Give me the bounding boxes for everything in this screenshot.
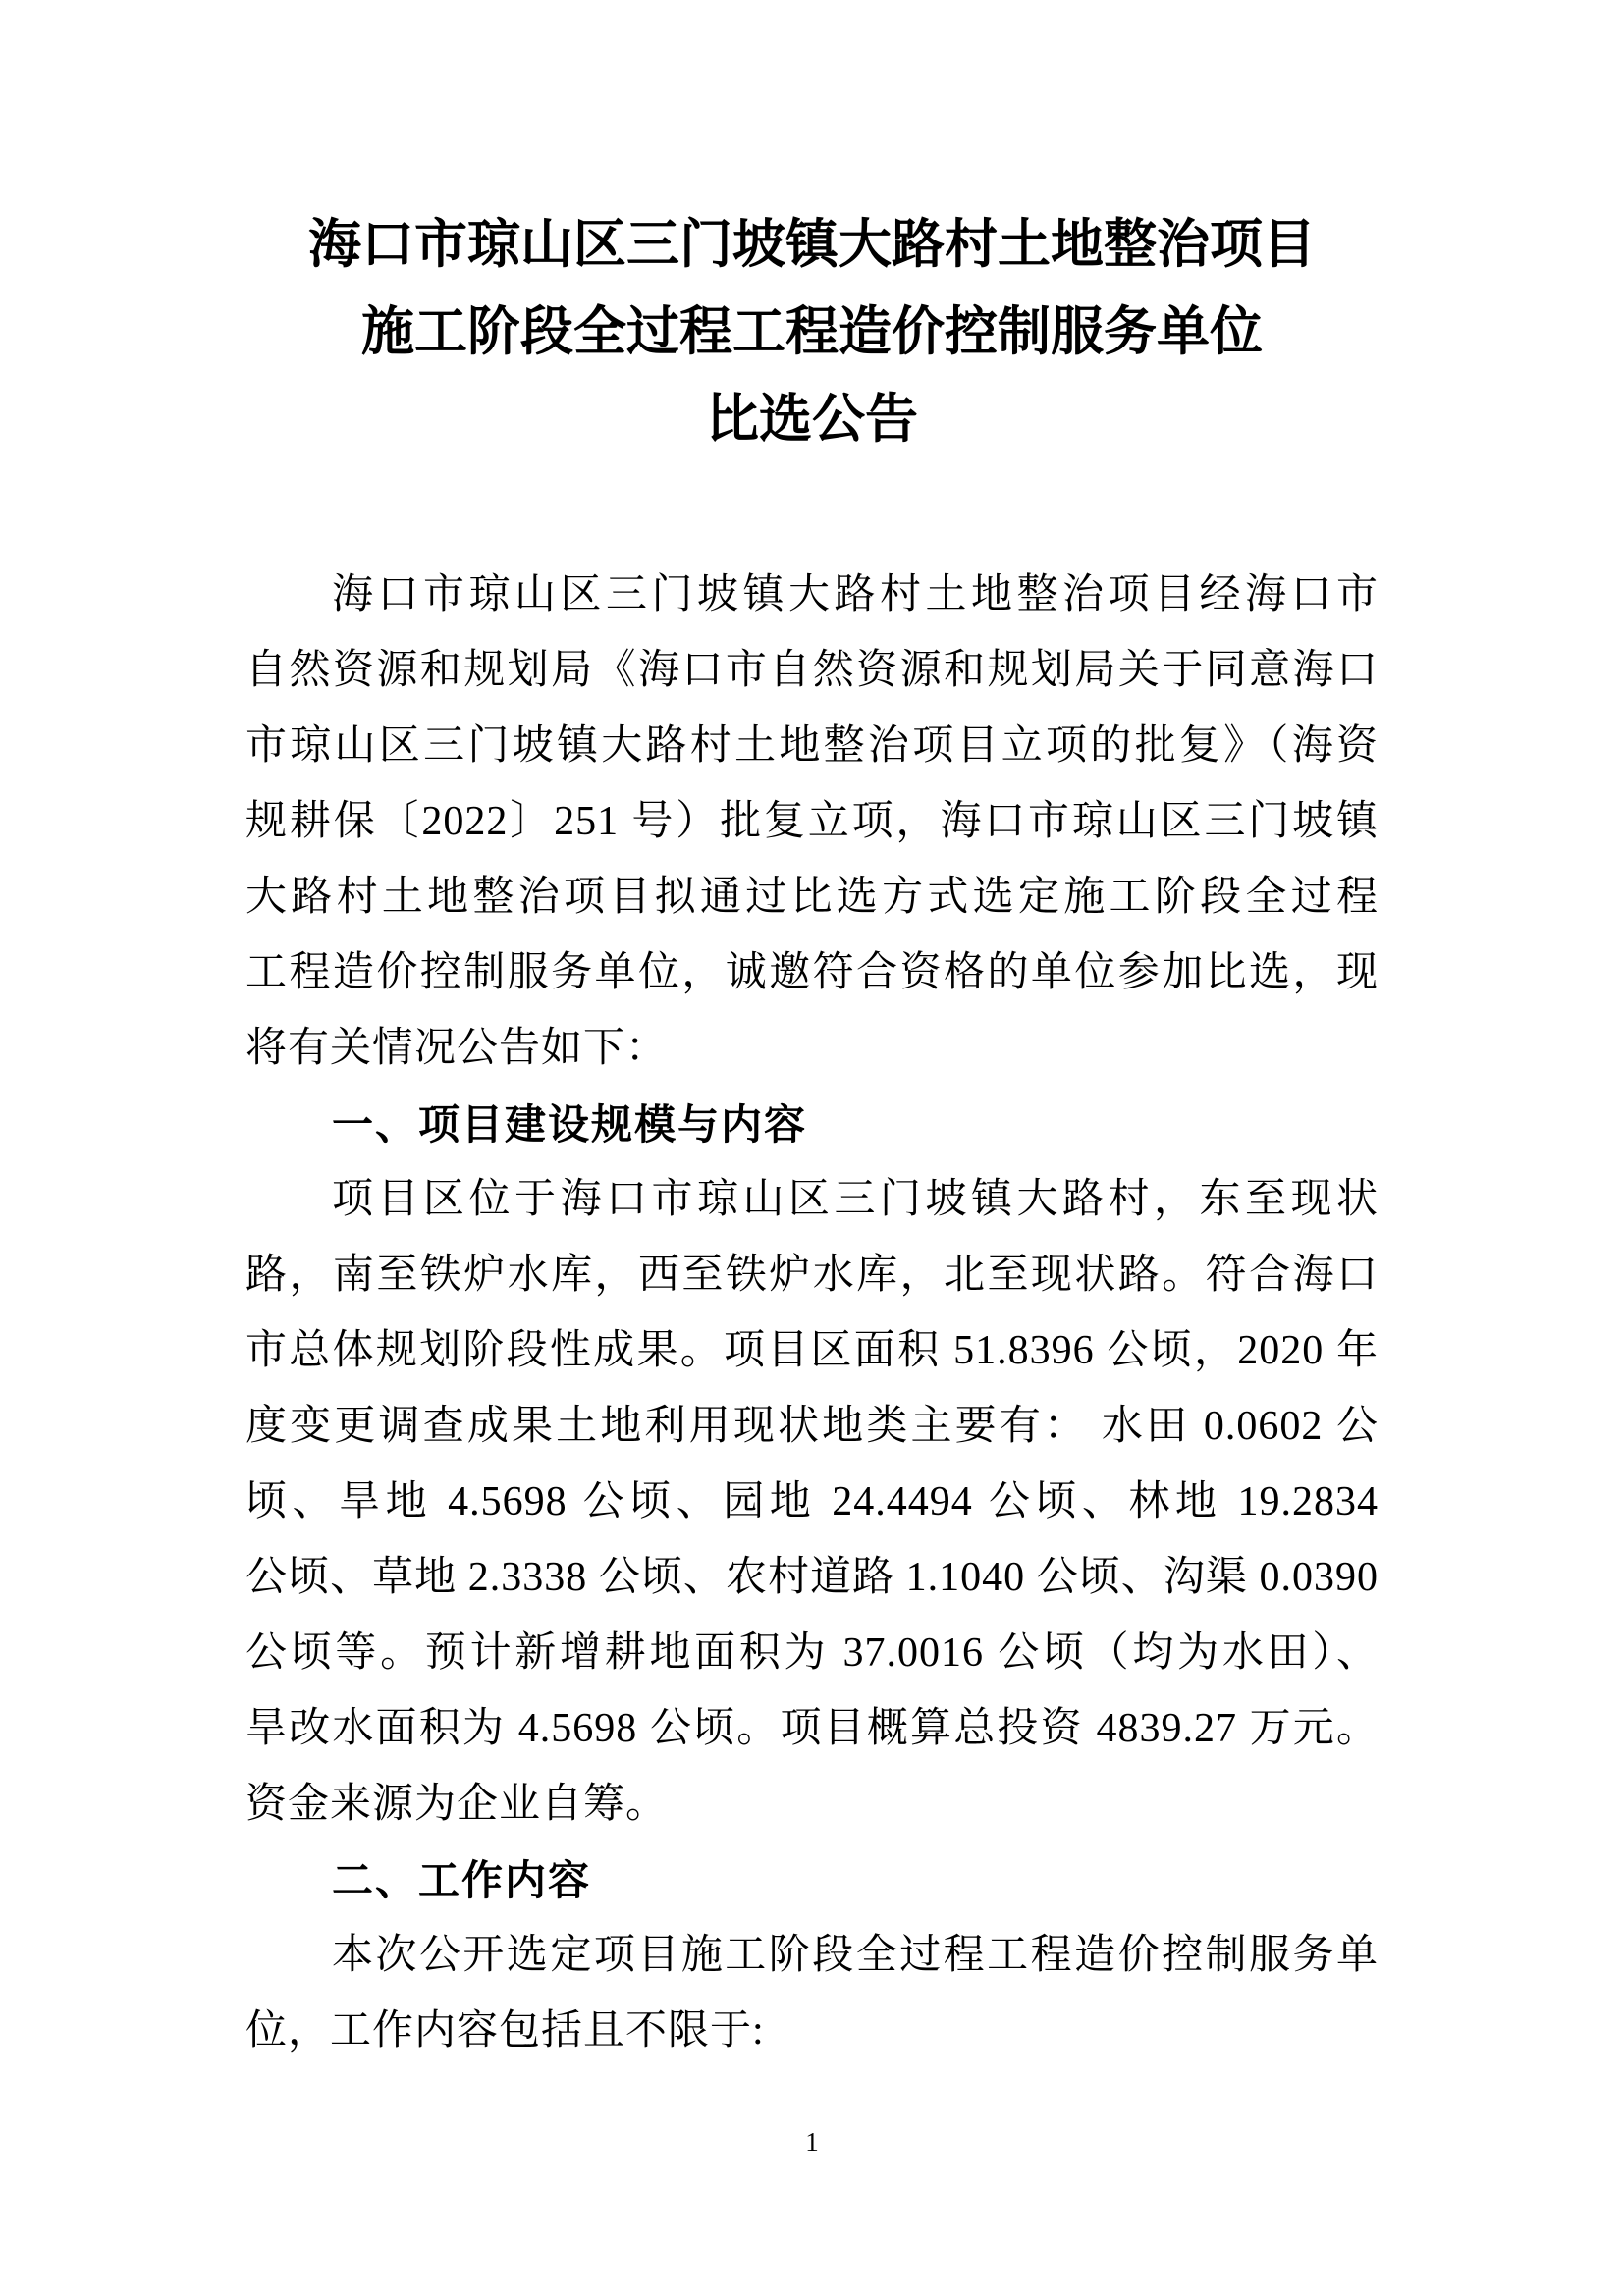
para2-line-7: 公顷等。预计新增耕地面积为 37.0016 公顷（均为水田）、 [245,1630,1379,1676]
title-line-3: 比选公告 [706,390,918,449]
para2-line-1: 项目区位于海口市琼山区三门坡镇大路村，东至现状 [332,1177,1379,1222]
title-line-1: 海口市琼山区三门坡镇大路村土地整治项目 [308,215,1316,274]
para1-line-7: 将有关情况公告如下： [245,1026,669,1071]
para3-line-2: 位，工作内容包括且不限于: [245,2008,765,2054]
document-body [245,558,1379,2069]
para1-line-6: 工程造价控制服务单位，诚邀符合资格的单位参加比选，现 [245,950,1379,995]
para2-line-5: 顷、旱地 4.5698 公顷、园地 24.4494 公顷、林地 19.2834 [245,1479,1379,1524]
section-heading-2: 二、工作内容 [332,1857,592,1903]
para1-line-3: 市琼山区三门坡镇大路村土地整治项目立项的批复》（海资 [245,723,1379,769]
para2-line-9: 资金来源为企业自筹。 [245,1782,669,1827]
para2-line-6: 公顷、草地 2.3338 公顷、农村道路 1.1040 公顷、沟渠 0.0390 [245,1555,1379,1600]
section-heading-1: 一、项目建设规模与内容 [332,1101,808,1148]
para1-line-2: 自然资源和规划局《海口市自然资源和规划局关于同意海口 [245,648,1379,693]
page-number: 1 [805,2127,819,2157]
document-title [245,201,1379,463]
para2-line-3: 市总体规划阶段性成果。项目区面积 51.8396 公顷，2020 年 [245,1328,1379,1373]
para2-line-8: 旱改水面积为 4.5698 公顷。项目概算总投资 4839.27 万元。 [245,1706,1379,1751]
para3-line-1: 本次公开选定项目施工阶段全过程工程造价控制服务单 [332,1933,1379,1978]
title-line-2: 施工阶段全过程工程造价控制服务单位 [361,302,1263,361]
para2-line-4: 度变更调查成果土地利用现状地类主要有： 水田 0.0602 公 [245,1404,1379,1449]
para2-line-2: 路，南至铁炉水库，西至铁炉水库，北至现状路。符合海口 [245,1253,1379,1298]
para1-line-5: 大路村土地整治项目拟通过比选方式选定施工阶段全过程 [245,875,1379,920]
para1-line-1: 海口市琼山区三门坡镇大路村土地整治项目经海口市 [332,572,1379,617]
para1-line-4: 规耕保〔2022〕251 号）批复立项，海口市琼山区三门坡镇 [245,799,1379,844]
